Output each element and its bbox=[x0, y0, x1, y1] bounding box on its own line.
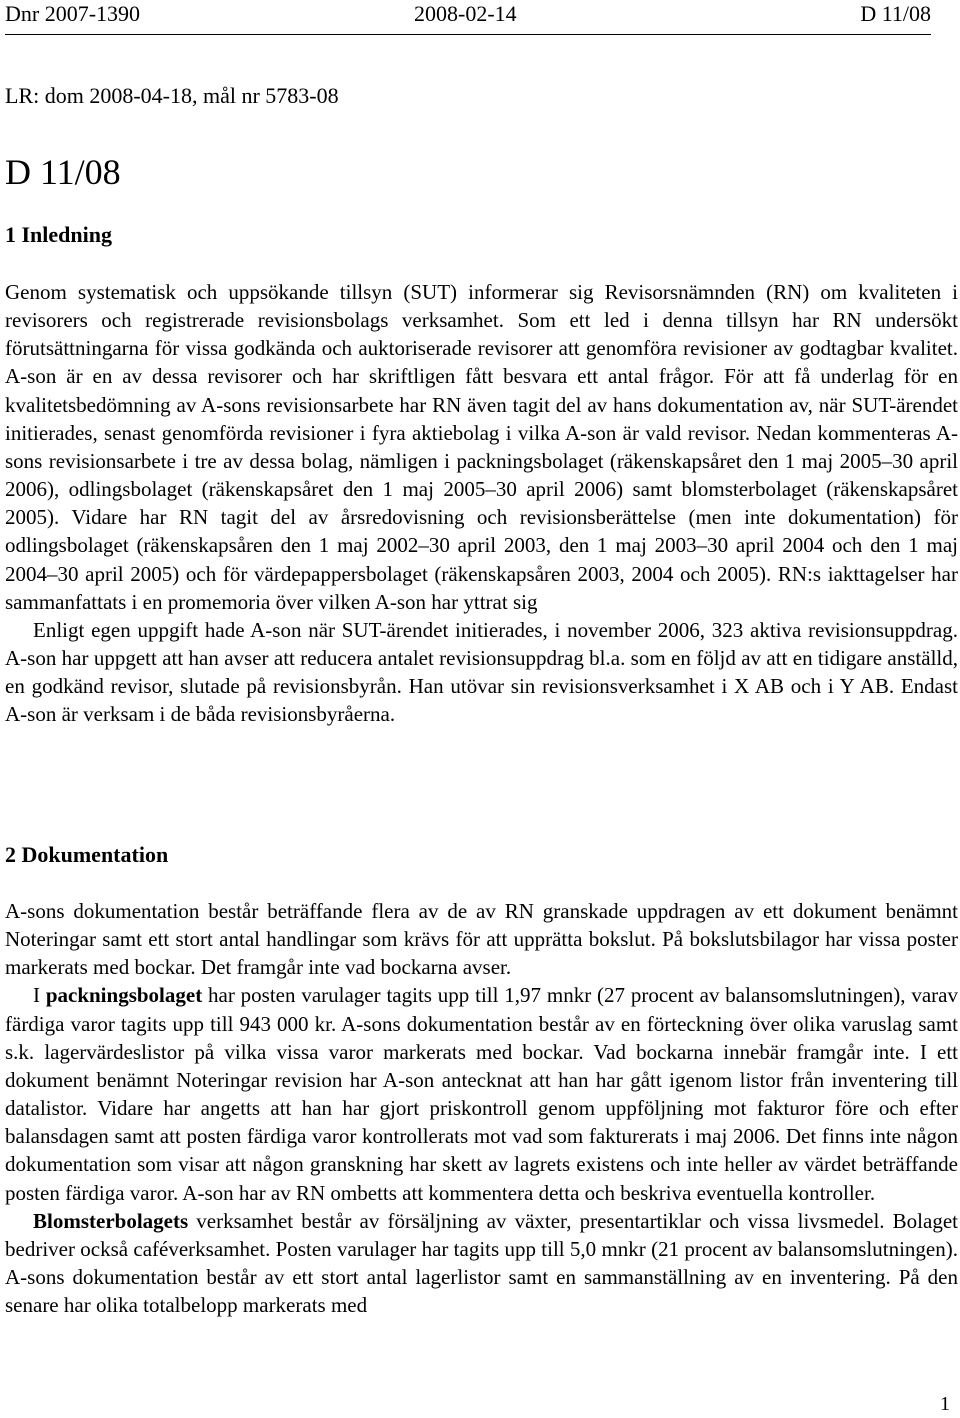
diary-number: Dnr 2007-1390 bbox=[5, 1, 141, 26]
page-title: D 11/08 bbox=[5, 152, 121, 192]
text-run: har posten varulager tagits upp till 1,97 mnkr (27 procent av balansomslutningen), varav färdiga varor tagits upp till 943 000 kr. A-sons dokumentation består av en förteckning över olika varuslag samt s.k. lagervärdeslistor på vilka vissa varor markerats med bockar. Vad bockarna innebär framgår inte. I ett dokument benämnt Noteringar revision har A-son antecknat att han har gått igenom listor från inventering till datalistor. Vidare har angetts att han har gjort priskontroll genom uppföljning mot fakturor före och efter balansdagen samt att posten färdiga varor kontrollerats mot vad som fakturerats i maj 2006. Det finns inte någon dokumentation som visar att någon granskning har skett av lagrets existens och inte heller av värdet beträffande posten färdiga varor. A-son har av RN ombetts att kommentera detta och beskriva eventuella kontroller. bbox=[5, 983, 958, 1205]
document-date: 2008-02-14 bbox=[414, 1, 517, 26]
section-body-inledning bbox=[5, 278, 958, 729]
paragraph bbox=[5, 981, 958, 1206]
paragraph bbox=[5, 1207, 958, 1320]
text-run: verksamhet består av försäljning av växter, presentartiklar och vissa livsmedel. Bolaget bedriver också caféverksamhet. Posten varulager har tagits upp till 5,0 mnkr (21 procent av balansomslutningen). A-sons dokumentation består av ett stort antal lagerlistor samt en sammanställning av en inventering. På den senare har olika totalbelopp markerats med bbox=[5, 1208, 958, 1318]
case-reference: D 11/08 bbox=[860, 1, 931, 26]
page-header bbox=[5, 0, 931, 35]
company-name-bold: Blomsterbolagets bbox=[33, 1208, 189, 1233]
text-run: I bbox=[33, 983, 46, 1008]
company-name-bold: packningsbolaget bbox=[45, 983, 203, 1008]
court-ruling-line: LR: dom 2008-04-18, mål nr 5783-08 bbox=[5, 83, 339, 108]
paragraph: Genom systematisk och uppsökande tillsyn (SUT) informerar sig Revisorsnämnden (RN) om kvaliteten i revisorers och registrerade revisionsbolags verksamhet. Som ett led i denna tillsyn har RN undersökt förutsättningarna för vissa godkända och auktoriserade revisorer att genomföra revisioner av godtagbar kvalitet. A-son är en av dessa revisorer och har skriftligen fått besvara ett antal frågor. För att få underlag för en kvalitetsbedömning av A-sons revisionsarbete har RN även tagit del av hans dokumentation av, när SUT-ärendet initierades, senast genomförda revisioner i fyra aktiebolag i vilka A-son är vald revisor. Nedan kommenteras A-sons revisionsarbete i tre av dessa bolag, nämligen i packningsbolaget (räkenskapsåret den 1 maj 2005–30 april 2006), odlingsbolaget (räkenskapsåret den 1 maj 2005–30 april 2006) samt blomsterbolaget (räkenskapsåret 2005). Vidare har RN tagit del av årsredovisning och revisionsberättelse (men inte dokumentation) för odlingsbolaget (räkenskapsåren den 1 maj 2002–30 april 2003, den 1 maj 2003–30 april 2004 och den 1 maj 2004–30 april 2005) och för värdepappersbolaget (räkenskapsåren 2003, 2004 och 2005). RN:s iakttagelser har sammanfattats i en promemoria över vilken A-son har yttrat sig bbox=[5, 280, 958, 614]
section-body-dokumentation bbox=[5, 897, 958, 1319]
paragraph: A-sons dokumentation består beträffande flera av de av RN granskade uppdragen av ett dokument benämnt Noteringar samt ett stort antal handlingar som krävs för att upprätta bokslut. På bokslutsbilagor har vissa poster markerats med bockar. Det framgår inte vad bockarna avser. bbox=[5, 899, 958, 980]
page-number: 1 bbox=[940, 1393, 950, 1415]
paragraph: Enligt egen uppgift hade A-son när SUT-ärendet initierades, i november 2006, 323 aktiva revisionsuppdrag. A-son har uppgett att han avser att reducera antalet revisionsuppdrag bl.a. som en följd av att en tidigare anställd, en godkänd revisor, slutade på revisionsbyrån. Han utövar sin revisionsverksamhet i X AB och i Y AB. Endast A-son är verksam i de båda revisionsbyråerna. bbox=[5, 617, 958, 727]
section-heading-dokumentation: 2 Dokumentation bbox=[5, 842, 169, 867]
section-heading-inledning: 1 Inledning bbox=[5, 222, 112, 247]
